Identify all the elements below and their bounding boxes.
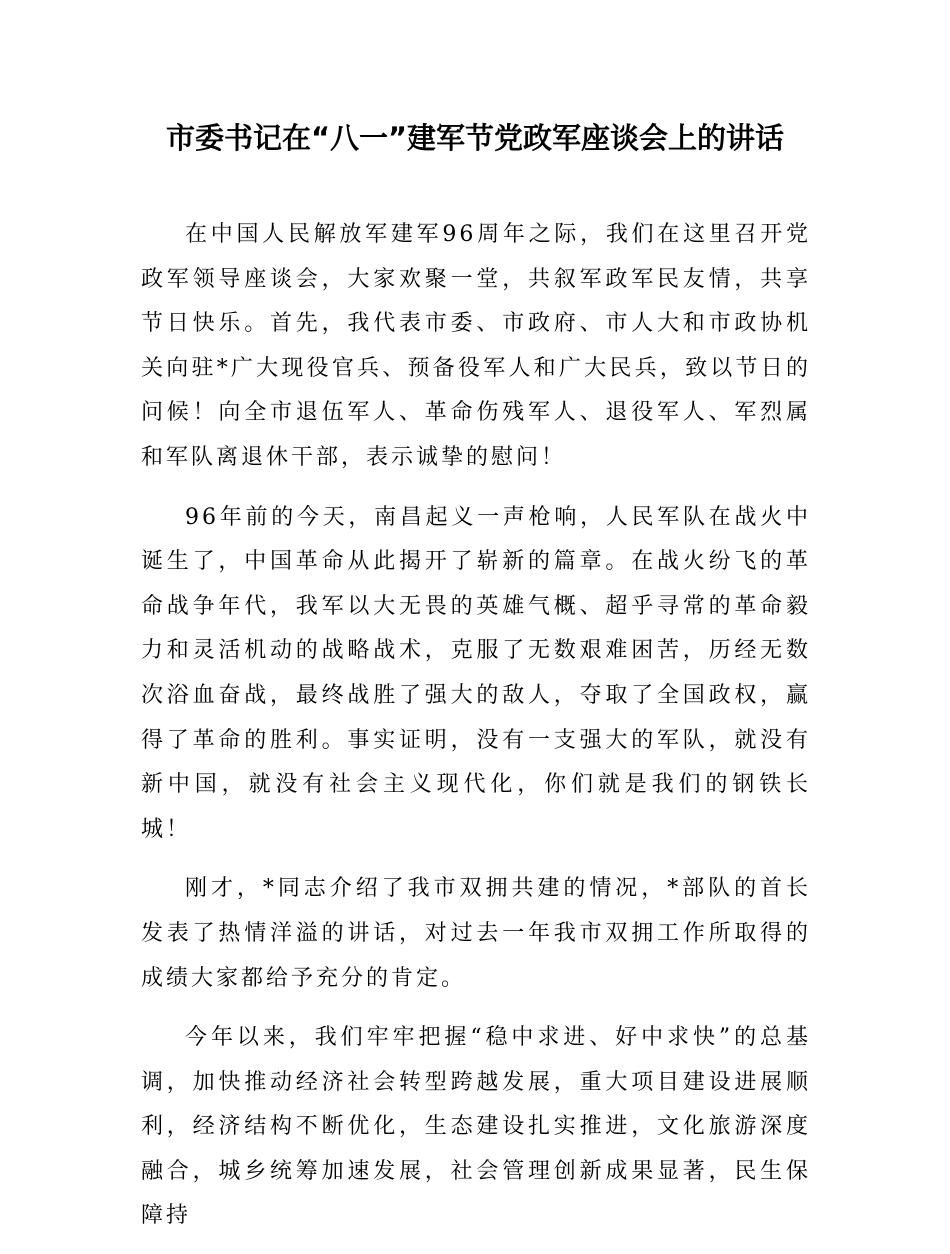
paragraph-3: 刚才，*同志介绍了我市双拥共建的情况，*部队的首长发表了热情洋溢的讲话，对过去一年我市双拥工作所取得的成绩大家都给予充分的肯定。 xyxy=(141,876,811,991)
paragraph-2: 96年前的今天，南昌起义一声枪响，人民军队在战火中诞生了，中国革命从此揭开了崭新的篇章。在战火纷飞的革命战争年代，我军以大无畏的英雄气概、超乎寻常的革命毅力和灵活机动的战略战术，克服了无数艰难困苦，历经无数次浴血奋战，最终战胜了强大的敌人，夺取了全国政权，赢得了革命的胜利。事实证明，没有一支强大的军队，就没有新中国，就没有社会主义现代化，你们就是我们的钢铁长城！ xyxy=(141,504,811,842)
document-title: 市委书记在“八一”建军节党政军座谈会上的讲话 xyxy=(165,121,785,155)
document-body xyxy=(141,213,811,1254)
paragraph-1: 在中国人民解放军建军96周年之际，我们在这里召开党政军领导座谈会，大家欢聚一堂，共叙军政军民友情，共享节日快乐。首先，我代表市委、市政府、市人大和市政协机关向驻*广大现役官兵、预备役军人和广大民兵，致以节日的问候！向全市退伍军人、革命伤残军人、退役军人、军烈属和军队离退休干部，表示诚挚的慰问！ xyxy=(141,222,811,470)
paragraph-4: 今年以来，我们牢牢把握“稳中求进、好中求快”的总基调，加快推动经济社会转型跨越发展，重大项目建设进展顺利，经济结构不断优化，生态建设扎实推进，文化旅游深度融合，城乡统筹加速发展，社会管理创新成果显著，民生保障持 xyxy=(141,1025,811,1229)
